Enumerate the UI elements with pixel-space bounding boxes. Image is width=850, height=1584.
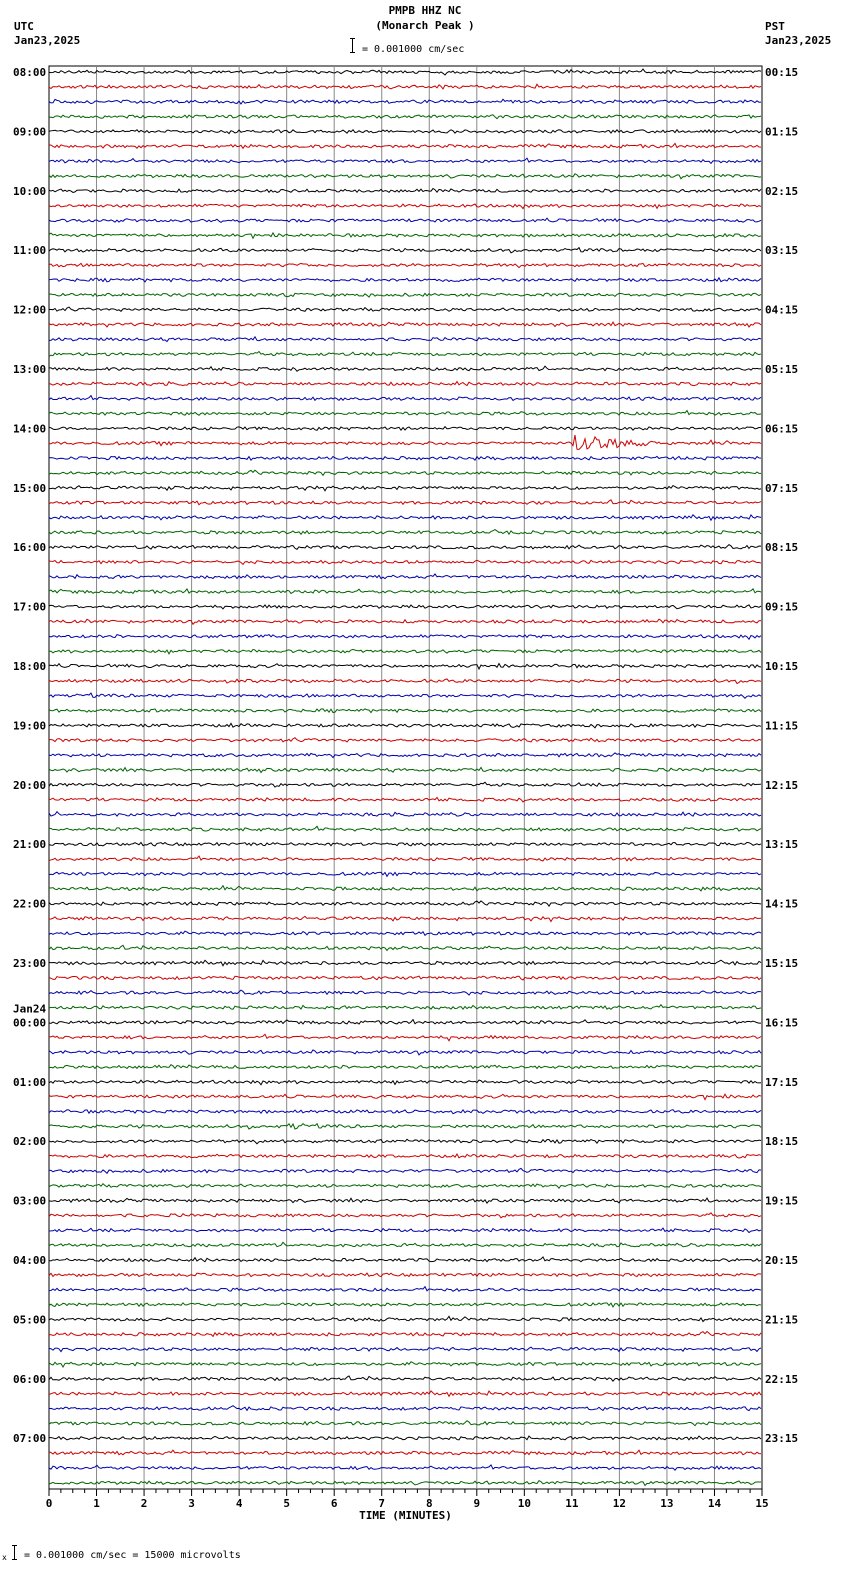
left-date: Jan23,2025	[14, 34, 81, 47]
trace-28	[49, 486, 761, 491]
trace-75	[49, 1184, 761, 1189]
trace-50	[49, 812, 761, 816]
trace-95	[49, 1481, 761, 1486]
trace-44	[49, 723, 761, 727]
trace-24	[49, 427, 761, 431]
utc-hour-label: 00:00	[13, 1016, 47, 1030]
utc-hour-label: 16:00	[13, 541, 47, 555]
trace-14	[49, 278, 761, 282]
pst-hour-label: 07:15	[765, 481, 799, 495]
x-tick-label: 2	[140, 1497, 148, 1510]
trace-67	[49, 1065, 761, 1069]
trace-91	[49, 1421, 761, 1426]
utc-hour-label: 23:00	[13, 957, 47, 970]
pst-hour-label: 23:15	[765, 1432, 799, 1446]
trace-82	[49, 1287, 761, 1292]
utc-hour-label: 13:00	[13, 363, 47, 376]
scale-label: = 0.001000 cm/sec	[362, 44, 465, 55]
trace-74	[49, 1168, 761, 1173]
pst-hour-label: 03:15	[765, 244, 799, 258]
pst-hour-label: 06:15	[765, 422, 799, 436]
utc-hour-label: 08:00	[13, 66, 47, 79]
utc-hour-label: 11:00	[13, 244, 47, 258]
utc-hour-label: 03:00	[13, 1194, 47, 1208]
trace-37	[49, 619, 761, 624]
trace-70	[49, 1110, 761, 1114]
trace-10	[49, 218, 761, 222]
footer-marker: x	[2, 1553, 7, 1562]
x-axis-label: TIME (MINUTES)	[359, 1509, 452, 1522]
trace-85	[49, 1332, 761, 1337]
trace-64	[49, 1020, 761, 1025]
utc-hour-label: 20:00	[13, 778, 47, 792]
x-tick-label: 12	[612, 1497, 627, 1510]
x-tick-label: 0	[45, 1497, 53, 1510]
utc-hour-label: 19:00	[13, 719, 47, 733]
utc-hour-label: 04:00	[13, 1254, 47, 1267]
pst-hour-label: 12:15	[765, 778, 799, 792]
right-date: Jan23,2025	[765, 34, 832, 47]
x-tick-label: 9	[473, 1497, 481, 1510]
trace-63	[49, 1005, 761, 1010]
trace-3	[49, 115, 761, 119]
trace-52	[49, 842, 761, 846]
trace-17	[49, 322, 761, 327]
trace-46	[49, 753, 761, 758]
x-tick-label: 11	[565, 1497, 579, 1510]
trace-23	[49, 411, 761, 416]
pst-hour-label: 05:15	[765, 363, 799, 376]
utc-hour-label: 05:00	[13, 1313, 47, 1327]
trace-26	[49, 456, 761, 460]
trace-19	[49, 352, 761, 357]
trace-42	[49, 693, 761, 698]
trace-35	[49, 589, 761, 594]
trace-39	[49, 649, 761, 653]
trace-45	[49, 738, 761, 742]
pst-hour-label: 11:15	[765, 719, 799, 733]
x-tick-label: 4	[235, 1497, 243, 1510]
trace-84	[49, 1316, 761, 1321]
utc-hour-label: 22:00	[13, 897, 47, 911]
x-tick-label: 13	[660, 1497, 674, 1510]
utc-hour-label: 12:00	[13, 303, 47, 317]
trace-48	[49, 782, 761, 787]
x-tick-label: 8	[425, 1497, 433, 1510]
pst-hour-label: 14:15	[765, 897, 799, 911]
utc-hour-label: 10:00	[13, 184, 47, 198]
x-tick-label: 1	[93, 1497, 100, 1510]
utc-hour-label: 15:00	[13, 481, 47, 495]
trace-16	[49, 307, 761, 311]
pst-hour-label: 16:15	[765, 1016, 799, 1030]
utc-hour-label: 18:00	[13, 660, 47, 673]
trace-4	[49, 130, 761, 134]
trace-38	[49, 635, 761, 640]
trace-43	[49, 709, 761, 713]
trace-27	[49, 470, 761, 475]
trace-21	[49, 382, 761, 386]
utc-hour-label: 02:00	[13, 1135, 47, 1149]
utc-hour-label: 21:00	[13, 838, 47, 852]
trace-0	[49, 69, 761, 75]
trace-53	[49, 856, 761, 861]
pst-hour-label: 02:15	[765, 184, 799, 198]
trace-31	[49, 530, 761, 535]
trace-22	[49, 396, 761, 401]
trace-49	[49, 797, 761, 801]
x-tick-label: 5	[283, 1497, 290, 1510]
trace-66	[49, 1050, 761, 1055]
trace-57	[49, 916, 761, 921]
trace-87	[49, 1362, 761, 1367]
trace-79	[49, 1242, 761, 1246]
station-title: PMPB HHZ NC	[388, 4, 462, 17]
trace-65	[49, 1034, 761, 1040]
trace-29	[49, 500, 761, 505]
trace-15	[49, 293, 761, 297]
x-tick-label: 7	[378, 1497, 386, 1510]
pst-hour-label: 22:15	[765, 1372, 799, 1386]
pst-hour-label: 15:15	[765, 957, 799, 970]
pst-hour-label: 20:15	[765, 1254, 799, 1267]
utc-hour-label: 06:00	[13, 1372, 47, 1386]
trace-69	[49, 1094, 761, 1099]
trace-90	[49, 1406, 761, 1411]
utc-hour-label: 14:00	[13, 422, 47, 436]
x-tick-label: 6	[330, 1497, 338, 1510]
date-change-label: Jan24	[13, 1002, 47, 1016]
trace-92	[49, 1436, 761, 1440]
trace-33	[49, 560, 761, 564]
pst-hour-label: 19:15	[765, 1194, 799, 1208]
pst-hour-label: 17:15	[765, 1075, 799, 1089]
utc-hour-label: 07:00	[13, 1432, 47, 1446]
trace-72	[49, 1139, 761, 1143]
trace-94	[49, 1465, 761, 1470]
footer-scale-text: = 0.001000 cm/sec = 15000 microvolts	[24, 1550, 241, 1561]
trace-83	[49, 1303, 761, 1307]
trace-81	[49, 1273, 761, 1276]
right-timezone: PST	[765, 20, 785, 33]
trace-78	[49, 1228, 761, 1232]
trace-2	[49, 99, 761, 104]
trace-76	[49, 1198, 761, 1203]
trace-34	[49, 574, 761, 579]
pst-hour-label: 00:15	[765, 66, 799, 79]
utc-hour-label: 01:00	[13, 1075, 47, 1089]
pst-hour-label: 13:15	[765, 838, 799, 852]
trace-58	[49, 931, 761, 935]
trace-25	[49, 435, 761, 449]
trace-88	[49, 1376, 761, 1381]
trace-77	[49, 1213, 761, 1218]
trace-11	[49, 233, 761, 238]
trace-62	[49, 990, 761, 995]
trace-55	[49, 886, 761, 891]
trace-73	[49, 1154, 761, 1158]
pst-hour-label: 21:15	[765, 1313, 799, 1327]
pst-hour-label: 04:15	[765, 303, 799, 317]
trace-47	[49, 767, 761, 772]
trace-36	[49, 605, 761, 609]
x-tick-label: 15	[755, 1497, 769, 1510]
trace-20	[49, 366, 761, 371]
trace-61	[49, 976, 761, 980]
trace-7	[49, 174, 761, 179]
x-tick-label: 3	[188, 1497, 195, 1510]
trace-71	[49, 1124, 761, 1129]
trace-41	[49, 679, 761, 684]
pst-hour-label: 10:15	[765, 660, 799, 673]
trace-13	[49, 263, 761, 267]
trace-5	[49, 143, 761, 148]
trace-86	[49, 1347, 761, 1351]
x-tick-label: 14	[707, 1497, 722, 1510]
utc-hour-label: 17:00	[13, 600, 47, 614]
pst-hour-label: 01:15	[765, 125, 799, 139]
footer-scale-icon	[12, 1545, 17, 1560]
trace-54	[49, 872, 761, 876]
trace-89	[49, 1391, 761, 1396]
pst-hour-label: 08:15	[765, 541, 799, 555]
trace-56	[49, 901, 761, 906]
pst-hour-label: 09:15	[765, 600, 799, 614]
trace-59	[49, 945, 761, 950]
trace-30	[49, 515, 761, 520]
trace-60	[49, 960, 761, 965]
trace-12	[49, 248, 761, 253]
trace-32	[49, 545, 761, 550]
pst-hour-label: 18:15	[765, 1135, 799, 1149]
trace-6	[49, 158, 761, 163]
trace-51	[49, 826, 761, 831]
trace-40	[49, 664, 761, 669]
trace-68	[49, 1080, 761, 1085]
trace-9	[49, 204, 761, 209]
utc-hour-label: 09:00	[13, 125, 47, 139]
trace-1	[49, 84, 761, 89]
trace-93	[49, 1450, 761, 1455]
trace-18	[49, 337, 761, 342]
x-tick-label: 10	[517, 1497, 531, 1510]
station-location: (Monarch Peak )	[375, 19, 475, 32]
trace-8	[49, 189, 761, 193]
left-timezone: UTC	[14, 20, 34, 33]
trace-80	[49, 1257, 761, 1262]
